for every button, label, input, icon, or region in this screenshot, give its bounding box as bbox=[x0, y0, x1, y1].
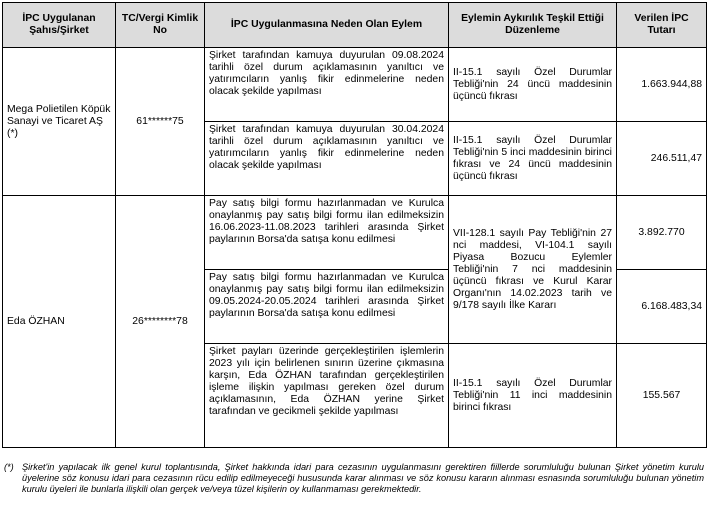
footnote-text: Şirket'in yapılacak ilk genel kurul toplantısında, Şirket hakkında idari para cezasının uygulanmasını gerektiren fiillerde sorumluluğu bulunan Şirket yönetim kurulu üyelerine söz konusu idari para cezasının rücu edilip edilmeyeceği hususunda karar alınması ve söz konusu kararın alınması esnasında sorumluluğu bulunan yönetim kurulu üyeleri ile bunlarla ilişkili olan gerçek ve/veya tüzel kişilerin oy kullanmaması gerekmektedir. bbox=[22, 462, 704, 494]
action-cell: Pay satış bilgi formu hazırlanmadan ve Kurulca onaylanmış pay satış bilgi formu ilan edilmeksizin 09.05.2024-20.05.2024 tarihleri arasında Şirket paylarının Borsa'da satışa konu edilmesi bbox=[205, 270, 449, 344]
table-row bbox=[3, 48, 707, 122]
action-cell: Pay satış bilgi formu hazırlanmadan ve Kurulca onaylanmış pay satış bilgi formu ilan edilmeksizin 16.06.2023-11.08.2023 tarihleri arasında Şirket paylarının Borsa'da satışa konu edilmesi bbox=[205, 196, 449, 270]
amount-cell: 155.567 bbox=[617, 344, 707, 448]
footnote-mark: (*) bbox=[4, 462, 14, 472]
header-entity: İPC Uygulanan Şahıs/Şirket bbox=[3, 3, 116, 48]
header-amount: Verilen İPC Tutarı bbox=[617, 3, 707, 48]
tax-id-cell: 61******75 bbox=[116, 48, 205, 196]
action-cell: Şirket tarafından kamuya duyurulan 30.04.2024 tarihli özel durum açıklamasının yanıltıcı ve yatırımcıların yanlış fikir edinmelerine neden olacak şekilde yapılması bbox=[205, 122, 449, 196]
action-cell: Şirket payları üzerinde gerçekleştirilen işlemlerin 2023 yılı için belirlenen sınırın üzerine çıkmasına karşın, Eda ÖZHAN tarafından gerçekleştirilen işleme ilişkin yapılması gereken özel durum açıklamasının, Eda ÖZHAN yerine Şirket tarafından ve gecikmeli şekilde yapılması bbox=[205, 344, 449, 448]
tax-id-cell: 26********78 bbox=[116, 196, 205, 448]
footnote bbox=[4, 462, 704, 495]
amount-cell: 3.892.770 bbox=[617, 196, 707, 270]
action-cell: Şirket tarafından kamuya duyurulan 09.08.2024 tarihli özel durum açıklamasının yanıltıcı ve yatırımcıların yanlış fikir edinmelerine neden olacak şekilde yapılması bbox=[205, 48, 449, 122]
entity-cell: Mega Polietilen Köpük Sanayi ve Ticaret AŞ (*) bbox=[3, 48, 116, 196]
entity-cell: Eda ÖZHAN bbox=[3, 196, 116, 448]
amount-cell: 6.168.483,34 bbox=[617, 270, 707, 344]
amount-cell: 246.511,47 bbox=[617, 122, 707, 196]
header-regulation: Eylemin Aykırılık Teşkil Ettiği Düzenleme bbox=[449, 3, 617, 48]
header-tax-id: TC/Vergi Kimlik No bbox=[116, 3, 205, 48]
regulation-cell: II-15.1 sayılı Özel Durumlar Tebliği'nin 5 inci maddesinin birinci fıkrası ve 24 üncü maddesinin üçüncü fıkrası bbox=[449, 122, 617, 196]
amount-cell: 1.663.944,88 bbox=[617, 48, 707, 122]
penalty-table bbox=[2, 2, 707, 448]
header-action: İPC Uygulanmasına Neden Olan Eylem bbox=[205, 3, 449, 48]
regulation-cell: II-15.1 sayılı Özel Durumlar Tebliği'nin 11 inci maddesinin birinci fıkrası bbox=[449, 344, 617, 448]
table-header-row bbox=[3, 3, 707, 48]
regulation-cell: VII-128.1 sayılı Pay Tebliği'nin 27 nci maddesi, VI-104.1 sayılı Piyasa Bozucu Eylemler Tebliği'nin 7 nci maddesinin üçüncü fıkrası ve Kurul Karar Organı'nın 14.02.2023 tarih ve 9/178 sayılı İlke Kararı bbox=[449, 196, 617, 344]
regulation-cell: II-15.1 sayılı Özel Durumlar Tebliği'nin 24 üncü maddesinin üçüncü fıkrası bbox=[449, 48, 617, 122]
table-row bbox=[3, 196, 707, 270]
